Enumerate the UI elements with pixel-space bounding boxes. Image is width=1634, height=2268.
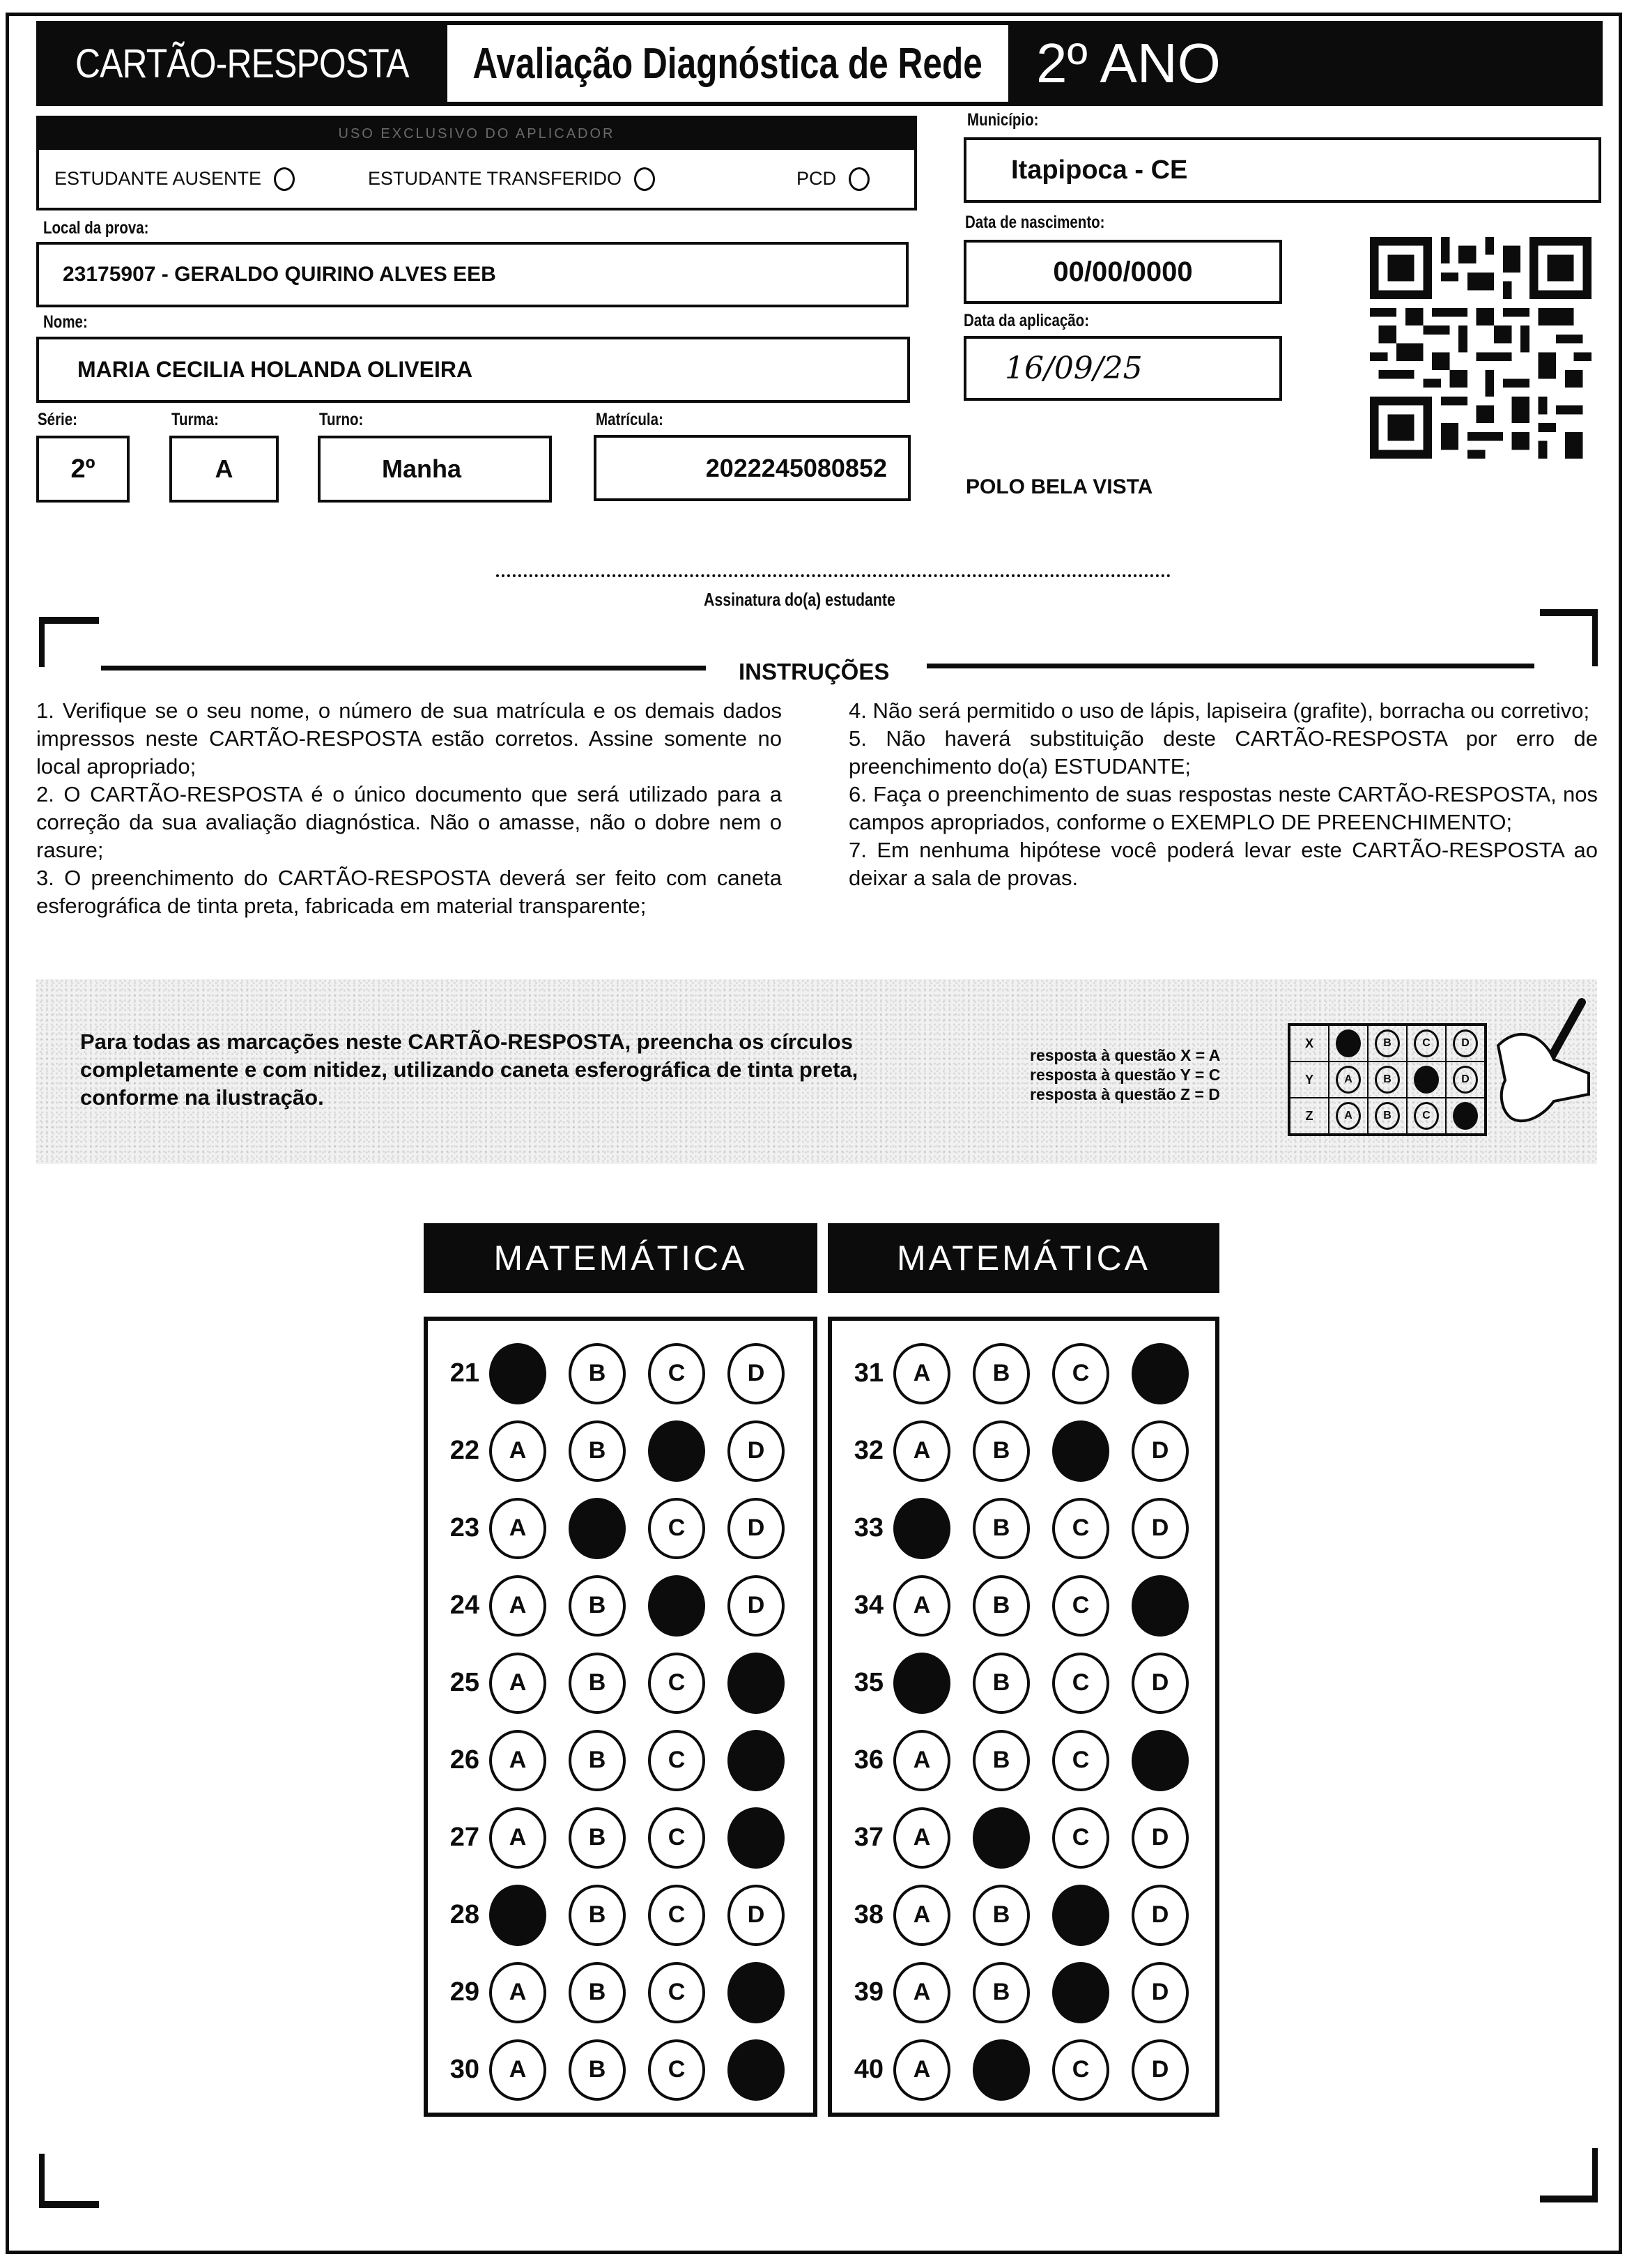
instruction-item: 3. O preenchimento do CARTÃO-RESPOSTA deverá ser feito com caneta esferográfica de tinta preta, fabricada em material transparente; — [36, 866, 782, 918]
question-number: 25 — [449, 1668, 479, 1697]
question-number: 31 — [854, 1358, 884, 1388]
question-row — [832, 1644, 1215, 1722]
answer-bubble-c[interactable]: C — [648, 1653, 705, 1714]
question-number: 26 — [449, 1745, 479, 1775]
example-bubble: B — [1375, 1029, 1400, 1057]
instructions-left-column — [36, 697, 782, 920]
answer-bubble-b[interactable]: B — [973, 1420, 1030, 1482]
instruction-item: 1. Verifique se o seu nome, o número de sua matrícula e os demais dados impressos neste CARTÃO-RESPOSTA estão corretos. Assine somente no local apropriado; — [36, 698, 782, 779]
fill-example-legend — [1030, 1045, 1220, 1104]
answer-bubble-b[interactable]: B — [569, 1343, 626, 1404]
corner-mark-top-left — [39, 617, 45, 667]
question-number: 28 — [449, 1900, 479, 1929]
answer-bubble-a[interactable]: A — [893, 2039, 950, 2101]
fill-example-text: Para todas as marcações neste CARTÃO-RESPOSTA, preencha os círculos completamente e com nitidez, utilizando caneta esferográfica de tinta preta, conforme na ilustração. — [80, 1029, 858, 1110]
nascimento-value: 00/00/0000 — [1053, 256, 1193, 287]
answer-bubble-a[interactable]: A — [893, 1420, 950, 1482]
example-bubble: B — [1375, 1102, 1400, 1130]
instructions-right-column — [849, 697, 1598, 892]
answer-bubble-d[interactable]: D — [1132, 1420, 1189, 1482]
answer-bubble-a[interactable]: A — [893, 1962, 950, 2023]
question-row — [832, 1722, 1215, 1799]
answer-bubble-b[interactable]: B — [973, 2039, 1030, 2101]
corner-mark-bottom-right — [1592, 2148, 1598, 2202]
example-bubble: D — [1453, 1029, 1478, 1057]
answer-bubble-c[interactable]: C — [1052, 2039, 1109, 2101]
answer-bubble-c[interactable]: C — [1052, 1653, 1109, 1714]
option-absent-label: ESTUDANTE AUSENTE — [54, 168, 262, 189]
answer-bubble-d[interactable]: D — [1132, 1575, 1189, 1637]
answer-bubble-c[interactable]: C — [1052, 1885, 1109, 1946]
hand-with-pen-icon — [1477, 997, 1596, 1143]
instructions-rule-left — [101, 666, 706, 671]
answer-bubble-d[interactable]: D — [1132, 1730, 1189, 1791]
applicator-status-box — [36, 116, 917, 210]
example-bubble: A — [1336, 1066, 1361, 1094]
question-number: 21 — [449, 1358, 479, 1388]
answer-bubble-c[interactable]: C — [648, 1575, 705, 1637]
nascimento-field — [964, 240, 1282, 304]
answer-bubble-b[interactable]: B — [973, 1498, 1030, 1559]
answer-bubble-c[interactable]: C — [648, 1807, 705, 1869]
option-transferred[interactable] — [368, 167, 796, 191]
question-row — [832, 1954, 1215, 2031]
nascimento-label: Data de nascimento: — [965, 213, 1105, 232]
instruction-item: 2. O CARTÃO-RESPOSTA é o único documento que será utilizado para a correção da sua avaliação diagnóstica. Não o amasse, não o dobre nem o rasure; — [36, 782, 782, 862]
example-line: resposta à questão Z = D — [1030, 1085, 1220, 1103]
answer-bubble-d[interactable]: D — [1132, 1807, 1189, 1869]
option-absent[interactable] — [54, 167, 368, 191]
turno-field — [318, 436, 552, 503]
answer-bubble-c[interactable]: C — [648, 2039, 705, 2101]
instruction-item: 7. Em nenhuma hipótese você poderá levar este CARTÃO-RESPOSTA ao deixar a sala de provas. — [849, 838, 1598, 890]
answer-bubble-d[interactable]: D — [727, 1730, 785, 1791]
answer-bubble-a[interactable]: A — [489, 2039, 546, 2101]
answer-bubble-b[interactable]: B — [973, 1575, 1030, 1637]
question-number: 37 — [854, 1823, 884, 1852]
question-number: 22 — [449, 1436, 479, 1465]
answer-bubble-d[interactable]: D — [1132, 1962, 1189, 2023]
answer-bubble-b[interactable]: B — [569, 1730, 626, 1791]
nome-field — [36, 337, 910, 403]
fill-example-grid — [1288, 1023, 1487, 1136]
question-row — [832, 2031, 1215, 2108]
answer-bubble-b[interactable]: B — [569, 1653, 626, 1714]
answer-grid — [828, 1317, 1219, 2117]
answer-bubble-c[interactable]: C — [1052, 1807, 1109, 1869]
local-value: 23175907 - GERALDO QUIRINO ALVES EEB — [63, 263, 496, 286]
answer-bubble-d[interactable]: D — [1132, 1343, 1189, 1404]
answer-bubble-b[interactable]: B — [569, 1420, 626, 1482]
turma-field — [169, 436, 279, 503]
instructions-rule-right — [927, 664, 1534, 668]
aplicacao-label: Data da aplicação: — [964, 311, 1090, 330]
question-row — [428, 1335, 813, 1412]
answer-bubble-a[interactable]: A — [893, 1343, 950, 1404]
example-bubble: B — [1375, 1066, 1400, 1094]
answer-bubble-c[interactable]: C — [648, 1730, 705, 1791]
turno-label: Turno: — [319, 410, 364, 429]
answer-bubble-d[interactable]: D — [727, 1498, 785, 1559]
answer-bubble-d[interactable]: D — [1132, 1885, 1189, 1946]
subject-header: MATEMÁTICA — [828, 1223, 1219, 1293]
corner-mark-top-left — [39, 617, 99, 624]
serie-label: Série: — [38, 410, 77, 429]
answer-bubble-c[interactable]: C — [1052, 1962, 1109, 2023]
question-number: 32 — [854, 1436, 884, 1465]
answer-bubble-a[interactable]: A — [489, 1343, 546, 1404]
option-pcd[interactable] — [796, 167, 870, 191]
aplicacao-field[interactable] — [964, 336, 1282, 401]
corner-mark-top-right — [1592, 609, 1598, 666]
answer-bubble-a[interactable]: A — [489, 1730, 546, 1791]
example-bubble-filled: A — [1336, 1029, 1361, 1057]
turno-value: Manha — [382, 454, 462, 483]
answer-bubble-a[interactable]: A — [489, 1653, 546, 1714]
answer-bubble-b[interactable]: B — [569, 1498, 626, 1559]
qr-code-icon — [1369, 237, 1592, 459]
answer-bubble-b[interactable]: B — [973, 1962, 1030, 2023]
local-label: Local da prova: — [43, 218, 149, 238]
answer-bubble-c[interactable]: C — [648, 1962, 705, 2023]
answer-bubble-c[interactable]: C — [1052, 1498, 1109, 1559]
question-row — [832, 1799, 1215, 1876]
answer-bubble-d[interactable]: D — [1132, 1498, 1189, 1559]
answer-bubble-c[interactable]: C — [1052, 1730, 1109, 1791]
matricula-field — [594, 435, 911, 501]
question-number: 29 — [449, 1977, 479, 2007]
corner-mark-top-right — [1540, 609, 1598, 616]
answer-block-math-1 — [424, 1223, 817, 2117]
example-bubble: A — [1336, 1102, 1361, 1130]
example-bubble: C — [1414, 1029, 1439, 1057]
example-bubble: C — [1414, 1102, 1439, 1130]
answer-bubble-b[interactable]: B — [973, 1807, 1030, 1869]
answer-bubble-c[interactable]: C — [648, 1420, 705, 1482]
answer-bubble-a[interactable]: A — [893, 1498, 950, 1559]
radio-circle-icon[interactable] — [634, 167, 655, 191]
answer-bubble-b[interactable]: B — [569, 1575, 626, 1637]
question-row — [428, 1412, 813, 1489]
corner-mark-bottom-right — [1540, 2196, 1598, 2202]
question-row — [428, 1567, 813, 1644]
polo-label: POLO BELA VISTA — [966, 475, 1153, 498]
question-number: 38 — [854, 1900, 884, 1929]
signature-line[interactable] — [496, 574, 1171, 577]
question-row — [428, 1876, 813, 1954]
answer-bubble-d[interactable]: D — [727, 1962, 785, 2023]
municipio-value: Itapipoca - CE — [1011, 155, 1188, 185]
question-number: 24 — [449, 1591, 479, 1620]
answer-bubble-a[interactable]: A — [893, 1575, 950, 1637]
answer-bubble-c[interactable]: C — [648, 1343, 705, 1404]
matricula-label: Matrícula: — [596, 410, 663, 429]
question-number: 23 — [449, 1513, 479, 1542]
matricula-value: 2022245080852 — [705, 453, 887, 482]
example-question-label: Y — [1289, 1062, 1329, 1098]
turma-value: A — [215, 454, 233, 483]
turma-label: Turma: — [171, 410, 219, 429]
answer-bubble-a[interactable]: A — [893, 1653, 950, 1714]
answer-bubble-d[interactable]: D — [727, 1575, 785, 1637]
question-number: 35 — [854, 1668, 884, 1697]
corner-mark-bottom-left — [39, 2201, 99, 2208]
instruction-item: 4. Não será permitido o uso de lápis, lapiseira (grafite), borracha ou corretivo; — [849, 698, 1590, 723]
answer-bubble-d[interactable]: D — [727, 2039, 785, 2101]
answer-block-math-2 — [828, 1223, 1219, 2117]
answer-bubble-b[interactable]: B — [973, 1653, 1030, 1714]
serie-value: 2º — [70, 454, 95, 484]
question-row — [428, 1644, 813, 1722]
question-row — [832, 1335, 1215, 1412]
answer-bubble-d[interactable]: D — [727, 1885, 785, 1946]
question-number: 39 — [854, 1977, 884, 2007]
answer-bubble-d[interactable]: D — [727, 1653, 785, 1714]
question-row — [428, 2031, 813, 2108]
question-row — [428, 1489, 813, 1567]
answer-bubble-b[interactable]: B — [569, 1807, 626, 1869]
question-row — [428, 1799, 813, 1876]
answer-bubble-d[interactable]: D — [727, 1343, 785, 1404]
signature-label: Assinatura do(a) estudante — [704, 589, 895, 610]
example-line: resposta à questão X = A — [1030, 1046, 1221, 1064]
answer-bubble-a[interactable]: A — [489, 1575, 546, 1637]
answer-bubble-d[interactable]: D — [727, 1420, 785, 1482]
answer-bubble-a[interactable]: A — [489, 1498, 546, 1559]
answer-bubble-d[interactable]: D — [727, 1807, 785, 1869]
example-question-label: Z — [1289, 1098, 1329, 1135]
answer-bubble-b[interactable]: B — [569, 1885, 626, 1946]
local-field — [36, 242, 909, 307]
answer-bubble-c[interactable]: C — [648, 1885, 705, 1946]
status-box-title: USO EXCLUSIVO DO APLICADOR — [39, 118, 914, 150]
example-question-label: X — [1289, 1025, 1329, 1062]
nome-label: Nome: — [43, 312, 88, 332]
answer-bubble-b[interactable]: B — [569, 1962, 626, 2023]
answer-grid — [424, 1317, 817, 2117]
municipio-label: Município: — [967, 110, 1039, 130]
question-row — [832, 1567, 1215, 1644]
instructions-title: INSTRUÇÕES — [739, 659, 890, 684]
serie-field — [36, 436, 130, 503]
question-number: 34 — [854, 1591, 884, 1620]
question-row — [428, 1722, 813, 1799]
question-row — [832, 1412, 1215, 1489]
question-row — [832, 1489, 1215, 1567]
example-bubble-filled: D — [1453, 1102, 1478, 1130]
card-title: CARTÃO-RESPOSTA — [36, 21, 447, 106]
radio-circle-icon[interactable] — [849, 167, 870, 191]
aplicacao-handwritten-value: 16/09/25 — [1005, 351, 1143, 386]
subject-header: MATEMÁTICA — [424, 1223, 817, 1293]
answer-bubble-d[interactable]: D — [1132, 2039, 1189, 2101]
example-line: resposta à questão Y = C — [1030, 1066, 1221, 1084]
answer-bubble-a[interactable]: A — [893, 1885, 950, 1946]
answer-bubble-c[interactable]: C — [1052, 1343, 1109, 1404]
radio-circle-icon[interactable] — [274, 167, 295, 191]
question-row — [832, 1876, 1215, 1954]
example-bubble: D — [1453, 1066, 1478, 1094]
answer-bubble-a[interactable]: A — [489, 1962, 546, 2023]
question-row — [428, 1954, 813, 2031]
answer-bubble-a[interactable]: A — [489, 1420, 546, 1482]
answer-bubble-a[interactable]: A — [893, 1730, 950, 1791]
answer-bubble-d[interactable]: D — [1132, 1653, 1189, 1714]
instruction-item: 5. Não haverá substituição deste CARTÃO-RESPOSTA por erro de preenchimento do(a) ESTUDANTE; — [849, 726, 1598, 779]
question-number: 27 — [449, 1823, 479, 1852]
corner-mark-bottom-left — [39, 2154, 45, 2207]
question-number: 30 — [449, 2055, 479, 2084]
example-bubble-filled: C — [1414, 1066, 1439, 1094]
question-number: 33 — [854, 1513, 884, 1542]
option-pcd-label: PCD — [796, 168, 837, 189]
answer-bubble-a[interactable]: A — [893, 1807, 950, 1869]
answer-bubble-a[interactable]: A — [489, 1807, 546, 1869]
answer-bubble-b[interactable]: B — [973, 1730, 1030, 1791]
question-number: 40 — [854, 2055, 884, 2084]
grade-label: 2º ANO — [1008, 21, 1603, 106]
answer-bubble-c[interactable]: C — [1052, 1420, 1109, 1482]
answer-bubble-b[interactable]: B — [569, 2039, 626, 2101]
answer-bubble-a[interactable]: A — [489, 1885, 546, 1946]
answer-bubble-c[interactable]: C — [648, 1498, 705, 1559]
nome-value: MARIA CECILIA HOLANDA OLIVEIRA — [77, 357, 473, 382]
question-number: 36 — [854, 1745, 884, 1775]
exam-title: Avaliação Diagnóstica de Rede — [447, 21, 1008, 106]
answer-bubble-b[interactable]: B — [973, 1885, 1030, 1946]
municipio-field — [964, 137, 1601, 203]
answer-bubble-c[interactable]: C — [1052, 1575, 1109, 1637]
option-transferred-label: ESTUDANTE TRANSFERIDO — [368, 168, 622, 189]
instruction-item: 6. Faça o preenchimento de suas respostas neste CARTÃO-RESPOSTA, nos campos apropriados, conforme o EXEMPLO DE PREENCHIMENTO; — [849, 782, 1598, 834]
answer-bubble-b[interactable]: B — [973, 1343, 1030, 1404]
